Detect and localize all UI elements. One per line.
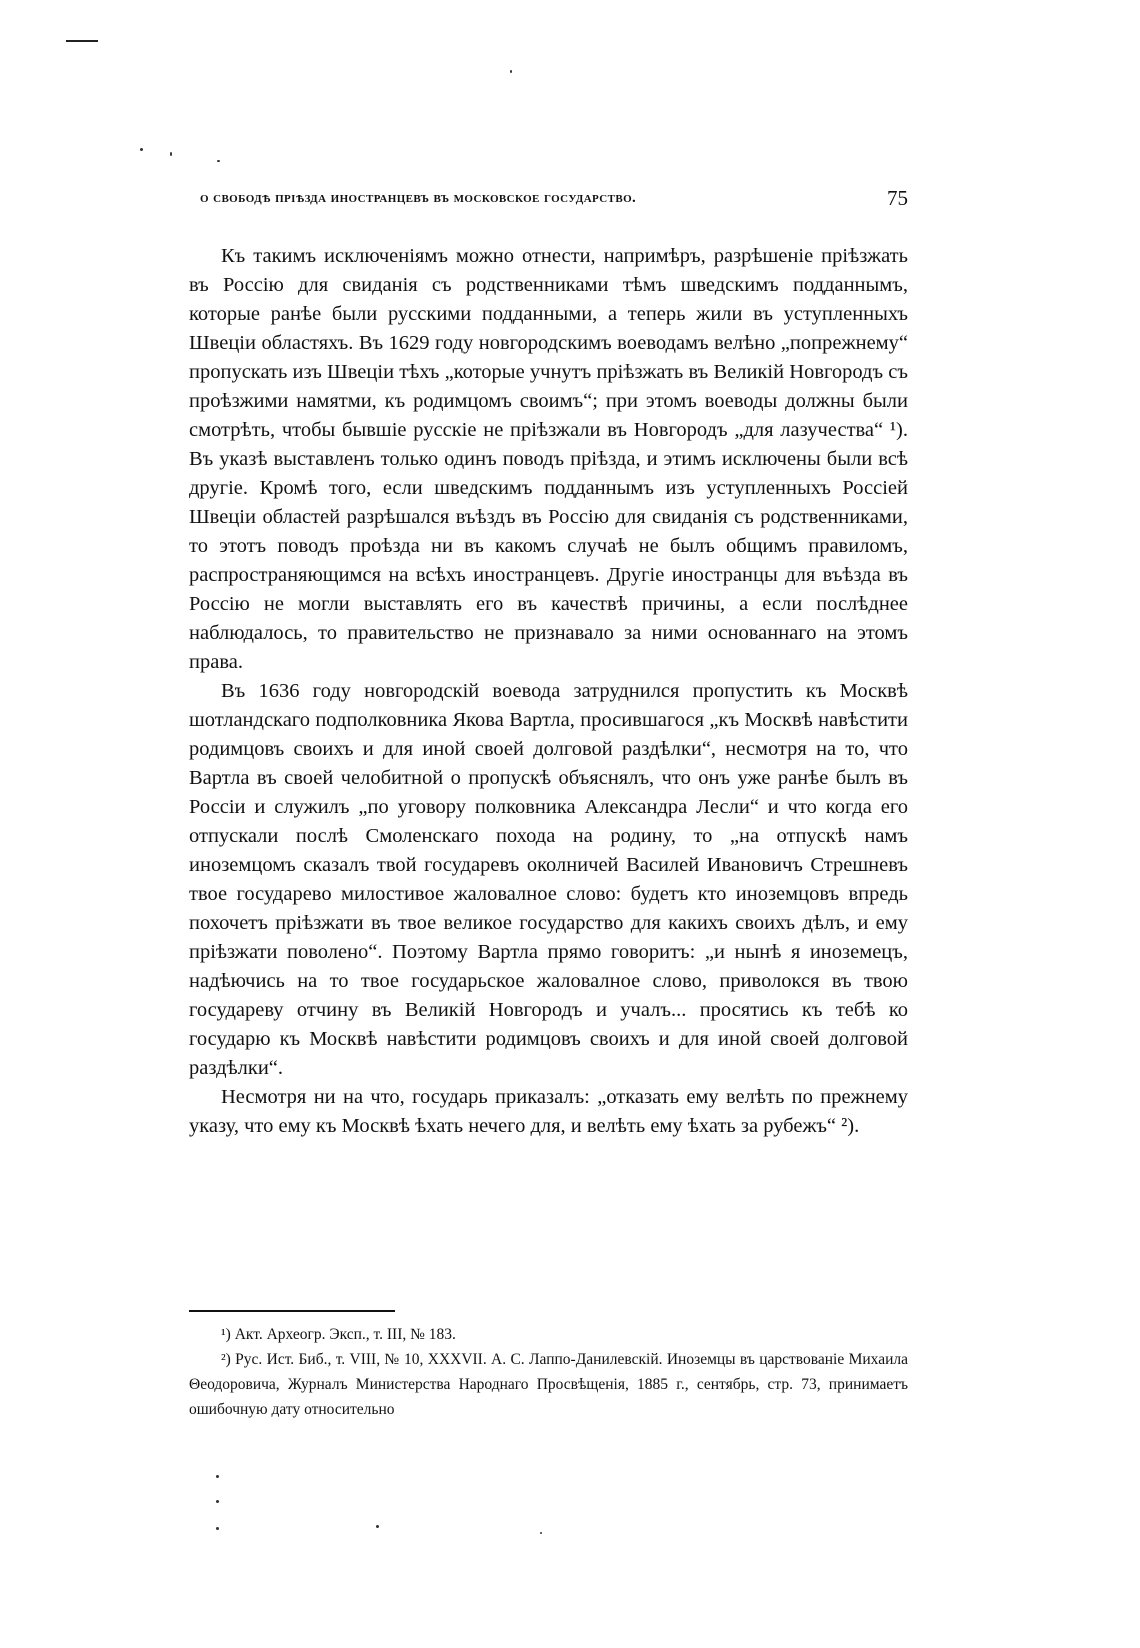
scan-speck	[216, 1500, 219, 1503]
footnote-divider	[189, 1310, 395, 1312]
scan-speck	[217, 160, 220, 162]
footnote-mark: ¹)	[221, 1326, 231, 1343]
paragraph: Несмотря ни на что, государь приказалъ: „отказать ему велѣть по прежнему указу, что ему къ Москвѣ ѣхать нечего для, и велѣть ему ѣхать за рубежъ“ ²).	[189, 1086, 908, 1137]
footnote	[189, 1322, 908, 1347]
footnote-text: Рус. Ист. Биб., т. VIII, № 10, XXXVII. А. С. Лаппо-Данилевскій. Иноземцы въ царствованіе Михаила Θеодоровича, Журналъ Министерства Народнаго Просвѣщенія, 1885 г., сентябрь, стр. 73, принимаетъ ошибочную дату относительно	[189, 1351, 908, 1418]
body-text	[189, 242, 908, 1141]
footnote-text: Акт. Археогр. Эксп., т. III, № 183.	[234, 1326, 456, 1343]
scan-speck	[216, 1475, 219, 1478]
footnote-mark: ²)	[221, 1351, 231, 1368]
scan-speck	[510, 70, 512, 73]
scan-speck	[170, 152, 172, 156]
scan-speck	[140, 148, 143, 151]
footnotes	[189, 1322, 908, 1422]
running-title: о свободѣ пріѣзда иностранцевъ въ московское государство.	[200, 190, 637, 206]
scan-artifact-mark	[66, 40, 98, 42]
paragraph: Въ 1636 году новгородскій воевода затруднился пропустить къ Москвѣ шотландскаго подполковника Якова Вартла, просившагося „къ Москвѣ навѣстити родимцовъ своихъ и для иной своей долговой раздѣлки“, несмотря на то, что Вартла въ своей челобитной о пропускѣ объяснялъ, что онъ уже ранѣе былъ въ Россіи и служилъ „по уговору полковника Александра Лесли“ и что когда его отпускали послѣ Смоленскаго похода на родину, то „на отпускѣ намъ иноземцомъ сказалъ твой государевъ околничей Василей Ивановичъ Стрешневъ твое государево милостивое жаловалное слово: будетъ кто иноземцовъ впредь похочетъ пріѣзжати въ твое великое государство для какихъ своихъ дѣлъ, и ему пріѣзжати поволено“. Поэтому Вартла прямо говоритъ: „и нынѣ я иноземецъ, надѣючись на то твое государьское жаловалное слово, приволокся въ твою государеву отчину въ Великій Новгородъ и учалъ... просятись къ тебѣ ко государю къ Москвѣ навѣстити родимцовъ своихъ и для иной своей долговой раздѣлки“.	[189, 680, 908, 1079]
paragraph: Къ такимъ исключеніямъ можно отнести, напримѣръ, разрѣшеніе пріѣзжать въ Россію для свиданія съ родственниками тѣмъ шведскимъ подданнымъ, которые ранѣе были русскими подданными, а теперь жили въ уступленныхъ Швеціи областяхъ. Въ 1629 году новгородскимъ воеводамъ велѣно „попрежнему“ пропускать изъ Швеціи тѣхъ „которые учнутъ пріѣзжать въ Великій Новгородъ съ проѣзжими намятми, къ родимцомъ своимъ“; при этомъ воеводы должны были смотрѣть, чтобы бывшіе русскіе не пріѣзжали въ Новгородъ „для лазучества“ ¹). Въ указѣ выставленъ только одинъ поводъ пріѣзда, и этимъ исключены были всѣ другіе. Кромѣ того, если шведскимъ подданнымъ изъ уступленныхъ Россіей Швеціи областей разрѣшался въѣздъ въ Россію для свиданія съ родственниками, то этотъ поводъ проѣзда ни въ какомъ случаѣ не былъ общимъ правиломъ, распространяющимся на всѣхъ иностранцевъ. Другіе иностранцы для въѣзда въ Россію не могли выставлять его въ качествѣ причины, а если послѣднее наблюдалось, то правительство не признавало за ними основаннаго на этомъ права.	[189, 245, 908, 673]
scan-speck	[376, 1525, 379, 1528]
page-header	[200, 186, 908, 216]
scan-speck	[216, 1527, 219, 1530]
page-number: 75	[887, 186, 908, 210]
footnote	[189, 1347, 908, 1422]
scan-speck	[540, 1532, 542, 1534]
